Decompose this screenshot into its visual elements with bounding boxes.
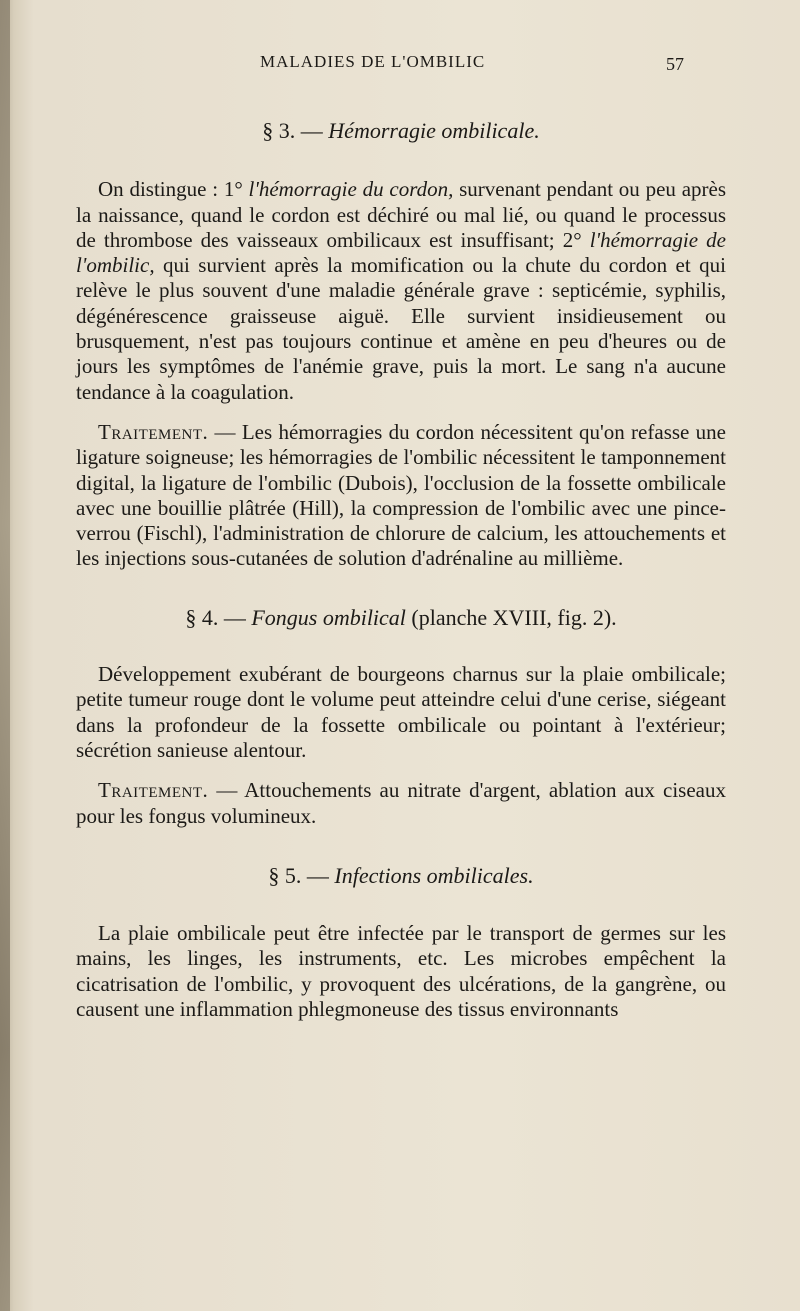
section-title: Infections ombilicales. xyxy=(334,862,534,888)
text-run: — Attouchements au nitrate d'argent, ablation aux ciseaux pour les fongus volumineux. xyxy=(76,778,726,828)
paragraph-hemorrhage-description xyxy=(76,177,726,405)
section-heading-5 xyxy=(76,863,726,888)
text-run: survenant pendant ou peu après la naissance, quand le cordon est déchiré ou mal lié, ou quand le processus de thrombose des vaisseaux ombilicaux est insuffisant; 2° xyxy=(76,177,726,252)
section-heading-4 xyxy=(76,605,726,630)
page-body xyxy=(76,118,726,1022)
section-number: § 5. — xyxy=(268,862,329,888)
section-title: Fongus ombilical xyxy=(251,604,406,630)
text-run: On distingue : 1° xyxy=(98,177,249,202)
text-run: — Les hémorragies du cordon nécessitent qu'on refasse une ligature soigneuse; les hémorragies de l'ombilic nécessitent le tamponnement digital, la ligature de l'ombilic (Dubois), l'occlusion de la fossette ombilicale avec une bouillie plâtrée (Hill), la compression de l'ombilic avec une pince-verrou (Fischl), l'administration de chlorure de calcium, les attouchements et les injections sous-cutanées de solution d'adrénaline au millième. xyxy=(76,419,726,571)
italic-term: l'hémorragie du cordon, xyxy=(248,177,454,202)
page-number: 57 xyxy=(666,54,684,74)
treatment-label: Traitement. xyxy=(98,778,209,803)
page-spine-shadow xyxy=(0,0,10,1311)
paragraph-fongus-description: Développement exubérant de bourgeons charnus sur la plaie ombilicale; petite tumeur rouge dont le volume peut atteindre celui d'une cerise, siégeant dans la profondeur de la fossette ombilicale ou pointant à l'extérieur; sécrétion sanieuse alentour. xyxy=(76,662,726,762)
running-title: MALADIES DE L'OMBILIC xyxy=(260,52,486,71)
section-title: Hémorragie ombilicale. xyxy=(328,118,540,143)
paragraph-fongus-treatment xyxy=(76,778,726,829)
italic-term: l'hémorragie de l'ombilic, xyxy=(76,227,726,278)
paragraph-hemorrhage-treatment xyxy=(76,420,726,572)
section-number: § 3. — xyxy=(262,118,323,143)
treatment-label: Traitement. xyxy=(98,419,209,444)
section-heading-3 xyxy=(76,118,726,143)
text-run: qui survient après la momification ou la chute du cordon et qui relève le plus souvent d'une maladie générale grave : septicémie, syphilis, dégénérescence graisseuse aiguë. Elle survient insidieusement ou brusquement, n'est pas toujours continue et amène en peu d'heures ou de jours les symptômes de l'anémie grave, puis la mort. Le sang n'a aucune tendance à la coagulation. xyxy=(76,253,726,404)
section-number: § 4. — xyxy=(185,604,246,630)
section-title-suffix: (planche XVIII, fig. 2). xyxy=(411,604,617,630)
paragraph-infections: La plaie ombilicale peut être infectée par le transport de germes sur les mains, les linges, les instruments, etc. Les microbes empêchent la cicatrisation de l'ombilic, y provoquent des ulcérations, de la gangrène, ou causent une inflammation phlegmoneuse des tissus environnants xyxy=(76,921,726,1022)
